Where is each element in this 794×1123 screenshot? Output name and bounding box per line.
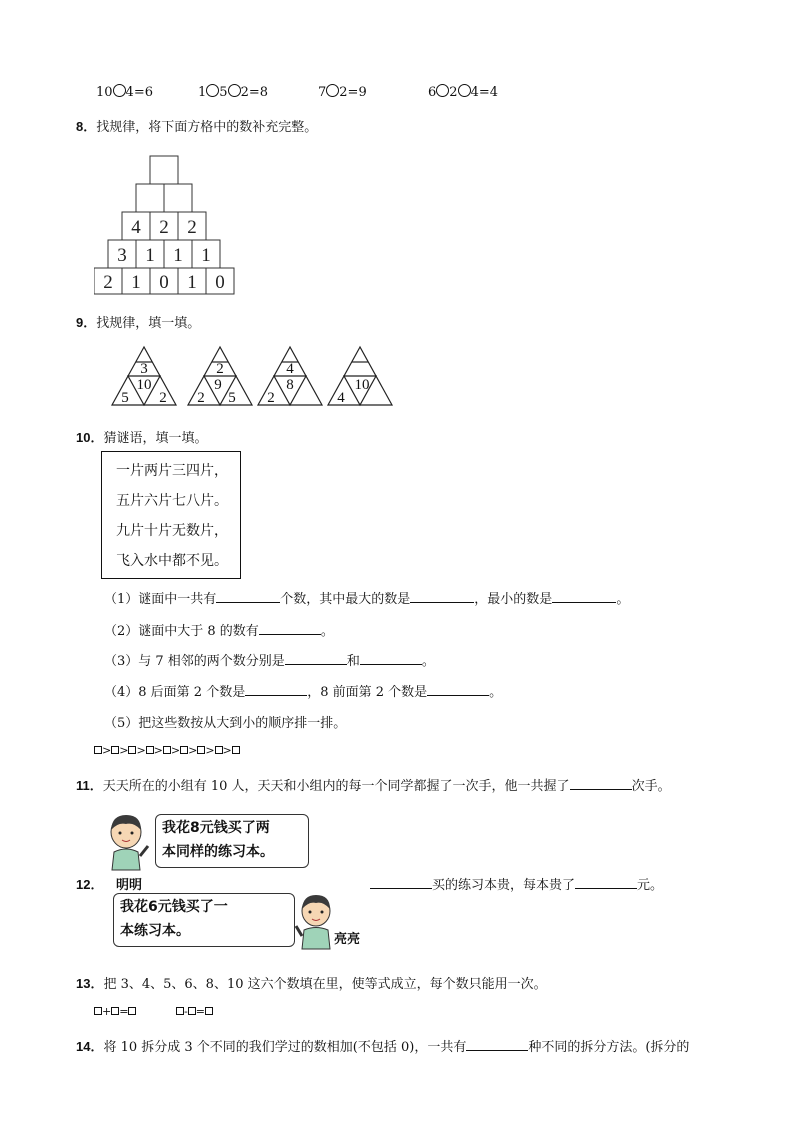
text: （3）与 7 相邻的两个数分别是: [104, 654, 285, 669]
eq-text: 6: [428, 85, 437, 100]
question-9: [76, 312, 200, 331]
answer-box[interactable]: [94, 746, 102, 754]
question-number: 8．: [76, 119, 97, 134]
operator: +: [102, 1005, 112, 1018]
equation-minus: [176, 1005, 213, 1018]
number-pyramid: [94, 148, 236, 296]
text: 。: [421, 654, 435, 669]
equation-4: [428, 84, 498, 100]
answer-blank[interactable]: [360, 652, 422, 665]
circle-blank[interactable]: [326, 84, 339, 97]
gt-sign: >: [170, 744, 181, 757]
q12-answer-line: [370, 874, 663, 893]
operator: =: [195, 1005, 205, 1018]
name-liangliang: 亮亮: [334, 932, 361, 947]
answer-box[interactable]: [128, 1007, 136, 1015]
question-number: 13．: [76, 976, 104, 991]
equation-1: [96, 84, 153, 100]
answer-box[interactable]: [232, 746, 240, 754]
answer-box[interactable]: [215, 746, 223, 754]
text: 。: [489, 685, 503, 700]
question-13: [76, 973, 547, 992]
question-text: 天天所在的小组有 10 人，天天和小组内的每一个同学都握了一次手，他一共握了: [102, 779, 570, 794]
gt-sign: >: [222, 744, 232, 757]
boy-mingming-icon: [104, 812, 152, 872]
eq-text: 1: [198, 85, 207, 100]
pyramid-number: 1: [145, 245, 155, 266]
circle-blank[interactable]: [206, 84, 219, 97]
question-12: [76, 874, 103, 893]
circle-blank[interactable]: [458, 84, 471, 97]
question-text: 找规律，填一填。: [96, 316, 201, 331]
q10-part-3: [104, 650, 435, 669]
gt-sign: >: [188, 744, 198, 757]
question-number: 10．: [76, 430, 104, 445]
answer-blank[interactable]: [427, 683, 489, 696]
speech-bubble-mingming: [155, 814, 309, 868]
pyramid-number: 0: [215, 272, 225, 293]
bubble-text: 我花6元钱买了一: [120, 899, 228, 915]
text: ，最小的数是: [474, 592, 553, 607]
pyramid-number: 4: [131, 217, 141, 238]
question-text: 元。: [637, 878, 664, 893]
tri-center: 10: [354, 377, 370, 393]
tri-center: 8: [286, 377, 294, 393]
answer-box[interactable]: [188, 1007, 196, 1015]
tri-center: 9: [214, 377, 222, 393]
gt-sign: >: [153, 744, 163, 757]
answer-blank[interactable]: [216, 590, 280, 603]
gt-sign: >: [102, 744, 112, 757]
question-text: 找规律，将下面方格中的数补充完整。: [96, 120, 318, 135]
q10-part-5: [104, 712, 346, 731]
text: 和: [346, 654, 360, 669]
triangle-puzzles: [108, 345, 398, 407]
answer-blank[interactable]: [575, 876, 637, 889]
gt-sign: >: [136, 744, 146, 757]
eq-text: 2=9: [339, 85, 367, 100]
text: 。: [320, 624, 334, 639]
eq-text: 7: [318, 85, 327, 100]
gt-sign: >: [205, 744, 215, 757]
answer-box[interactable]: [180, 746, 188, 754]
question-text: 猜谜语，填一填。: [103, 431, 208, 446]
answer-blank[interactable]: [259, 622, 321, 635]
tri-right: 2: [159, 390, 167, 406]
answer-blank[interactable]: [370, 876, 432, 889]
tri-left: 5: [121, 390, 129, 406]
operator: -: [184, 1005, 188, 1018]
pyramid-number: 1: [131, 272, 141, 293]
riddle-line: 五片六片七八片。: [116, 493, 228, 509]
tri-top: 3: [140, 361, 148, 377]
speech-bubble-liangliang: [113, 893, 295, 947]
text: 个数，其中最大的数是: [280, 592, 411, 607]
tri-right: 5: [228, 390, 236, 406]
question-text: 次手。: [631, 779, 671, 794]
equation-3: [318, 84, 367, 100]
question-number: 9．: [76, 315, 97, 330]
question-number: 11．: [76, 778, 103, 793]
pyramid-number: 1: [173, 245, 183, 266]
tri-left: 2: [267, 390, 275, 406]
pyramid-number: 1: [201, 245, 211, 266]
tri-top: 2: [216, 361, 224, 377]
question-8: [76, 116, 317, 135]
pyramid-cell[interactable]: [136, 184, 164, 212]
q10-part-4: [104, 681, 502, 700]
answer-box[interactable]: [146, 746, 154, 754]
pyramid-number: 0: [159, 272, 169, 293]
tri-left: 4: [337, 390, 345, 406]
eq-text: 2: [449, 85, 458, 100]
q10-part-2: [104, 620, 334, 639]
text: （4）8 后面第 2 个数是: [104, 685, 246, 700]
question-text: 将 10 拆分成 3 个不同的我们学过的数相加(不包括 0)，一共有: [103, 1040, 467, 1055]
equation-plus: [94, 1005, 136, 1018]
text: 。: [616, 592, 630, 607]
bubble-text: 我花8元钱买了两: [162, 820, 270, 836]
answer-blank[interactable]: [410, 590, 474, 603]
tri-center: 10: [136, 377, 152, 393]
question-14: [76, 1036, 689, 1055]
eq-text: 4=6: [125, 85, 153, 100]
question-10: [76, 427, 207, 446]
circle-blank[interactable]: [228, 84, 241, 97]
answer-box[interactable]: [176, 1007, 184, 1015]
name-mingming: 明明: [116, 878, 143, 893]
tri-top: 4: [286, 361, 294, 377]
riddle-box: [101, 451, 241, 579]
pyramid-number: 2: [187, 217, 197, 238]
bubble-text: 本同样的练习本。: [162, 844, 274, 860]
circle-blank[interactable]: [436, 84, 449, 97]
pyramid-number: 1: [187, 272, 197, 293]
equation-2: [198, 84, 268, 100]
eq-text: 10: [96, 85, 113, 100]
pyramid-cell[interactable]: [164, 184, 192, 212]
question-11: [76, 775, 671, 794]
pyramid-number: 2: [159, 217, 169, 238]
text: （2）谜面中大于 8 的数有: [104, 624, 259, 639]
answer-box[interactable]: [94, 1007, 102, 1015]
boy-liangliang-icon: [294, 892, 338, 950]
order-boxes: [94, 744, 240, 757]
riddle-line: 九片十片无数片，: [116, 523, 228, 539]
answer-blank[interactable]: [245, 683, 307, 696]
eq-text: 2=8: [240, 85, 268, 100]
circle-blank[interactable]: [113, 84, 126, 97]
riddle-line: 飞入水中都不见。: [116, 553, 228, 569]
pyramid-number: 3: [117, 245, 127, 266]
answer-box[interactable]: [163, 746, 171, 754]
riddle-line: 一片两片三四片，: [116, 463, 228, 479]
bubble-text: 本练习本。: [120, 923, 190, 939]
question-text: 买的练习本贵，每本贵了: [432, 878, 576, 893]
eq-text: 5: [219, 85, 228, 100]
text: ，8 前面第 2 个数是: [307, 685, 428, 700]
answer-blank[interactable]: [285, 652, 347, 665]
tri-left: 2: [197, 390, 205, 406]
answer-box[interactable]: [205, 1007, 213, 1015]
operator: =: [119, 1005, 129, 1018]
text: （1）谜面中一共有: [104, 592, 217, 607]
question-number: 12．: [76, 877, 104, 892]
answer-blank[interactable]: [552, 590, 616, 603]
eq-text: 4=4: [470, 85, 498, 100]
question-text: 种不同的拆分方法。(拆分的: [528, 1040, 690, 1055]
gt-sign: >: [119, 744, 129, 757]
pyramid-number: 2: [103, 272, 113, 293]
answer-blank[interactable]: [466, 1038, 528, 1051]
question-text: 把 3、4、5、6、8、10 这六个数填在里，使等式成立，每个数只能用一次。: [103, 977, 547, 992]
pyramid-cell[interactable]: [150, 156, 178, 184]
text: （5）把这些数按从大到小的顺序排一排。: [104, 716, 347, 731]
q10-part-1: [104, 588, 629, 607]
answer-blank[interactable]: [570, 777, 632, 790]
question-number: 14．: [76, 1039, 104, 1054]
